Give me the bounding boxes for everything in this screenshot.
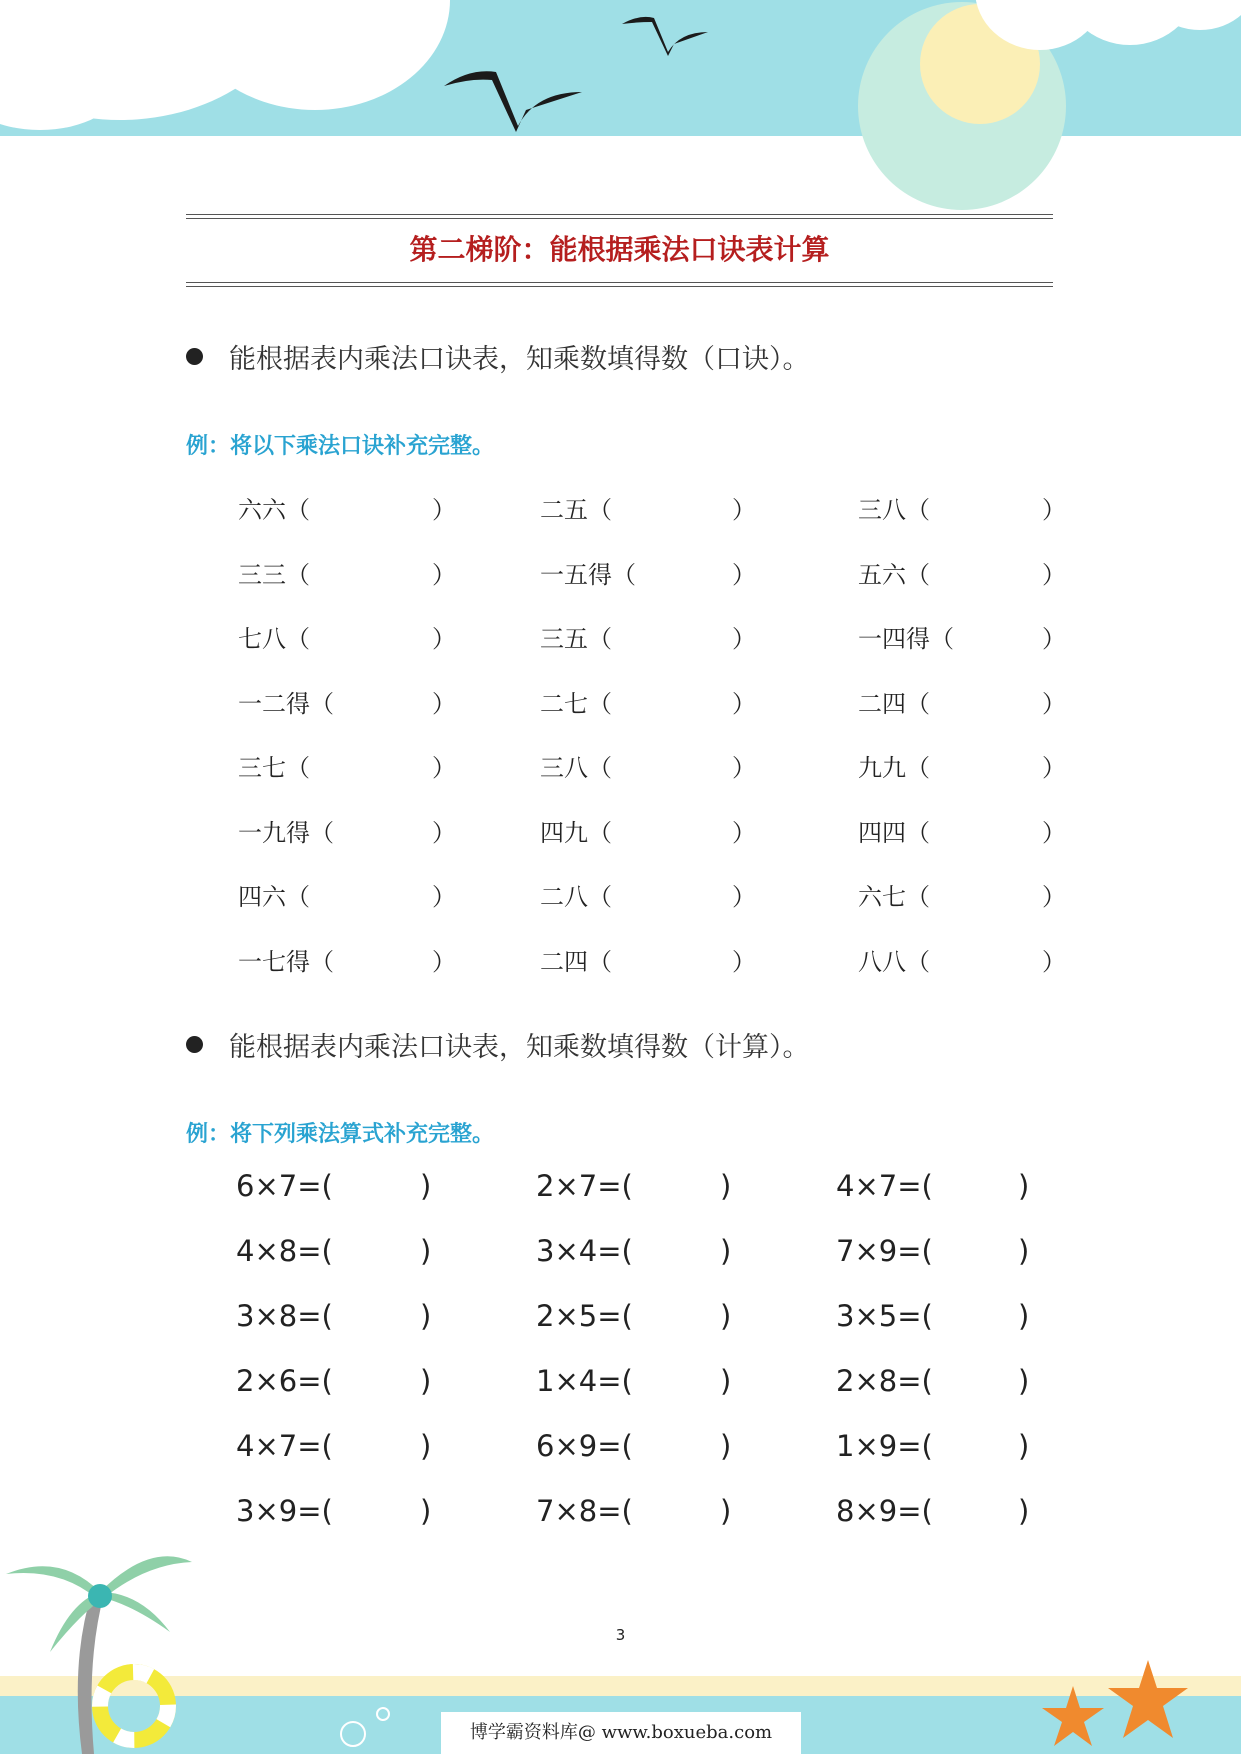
- koujue-item: [238, 557, 456, 593]
- equation-item: [236, 1363, 432, 1399]
- koujue-item: [540, 621, 756, 657]
- equation-prompt: 3×9=(: [236, 1494, 333, 1528]
- koujue-answer-blank[interactable]: ）: [732, 754, 756, 782]
- koujue-item: [858, 750, 1066, 786]
- section1-example: 例：将以下乘法口诀补充完整。: [186, 434, 495, 459]
- equation-answer-blank[interactable]: ): [720, 1234, 732, 1268]
- koujue-prompt: 三八（: [858, 496, 930, 524]
- koujue-answer-blank[interactable]: ）: [732, 947, 756, 976]
- koujue-prompt: 六七（: [858, 883, 930, 911]
- koujue-prompt: 八八（: [858, 947, 930, 976]
- koujue-prompt: 一七得（: [238, 947, 334, 976]
- koujue-prompt: 一四得（: [858, 625, 954, 653]
- koujue-prompt: 四六（: [238, 883, 310, 911]
- koujue-answer-blank[interactable]: ）: [1042, 496, 1066, 524]
- koujue-answer-blank[interactable]: ）: [732, 818, 756, 847]
- equation-answer-blank[interactable]: ): [420, 1234, 432, 1268]
- equation-item: [836, 1168, 1030, 1204]
- bubbles-icon: [335, 1700, 395, 1750]
- koujue-item: [238, 944, 456, 980]
- koujue-item: [238, 750, 456, 786]
- koujue-prompt: 三三（: [238, 560, 310, 589]
- equation-answer-blank[interactable]: ): [420, 1429, 432, 1463]
- koujue-prompt: 七八（: [238, 625, 310, 653]
- equation-prompt: 1×9=(: [836, 1429, 933, 1463]
- koujue-prompt: 一二得（: [238, 689, 334, 718]
- equation-prompt: 3×5=(: [836, 1299, 933, 1333]
- starfish-icon-large: [1106, 1658, 1190, 1742]
- koujue-answer-blank[interactable]: ）: [432, 947, 456, 976]
- koujue-prompt: 二八（: [540, 883, 612, 911]
- koujue-item: [540, 750, 756, 786]
- equation-item: [536, 1428, 732, 1464]
- koujue-answer-blank[interactable]: ）: [432, 496, 456, 524]
- bird-icon-small: [620, 14, 710, 56]
- koujue-item: [540, 944, 756, 980]
- koujue-answer-blank[interactable]: ）: [432, 883, 456, 911]
- koujue-answer-blank[interactable]: ）: [732, 560, 756, 589]
- equation-item: [236, 1493, 432, 1529]
- page-title: 第二梯阶：能根据乘法口诀表计算: [409, 233, 830, 266]
- koujue-item: [540, 879, 756, 915]
- swim-ring-icon: [92, 1664, 176, 1748]
- koujue-answer-blank[interactable]: ）: [1042, 754, 1066, 782]
- koujue-prompt: 四九（: [540, 818, 612, 847]
- koujue-answer-blank[interactable]: ）: [1042, 689, 1066, 718]
- koujue-item: [858, 492, 1066, 528]
- koujue-answer-blank[interactable]: ）: [432, 754, 456, 782]
- koujue-item: [238, 879, 456, 915]
- koujue-answer-blank[interactable]: ）: [432, 625, 456, 653]
- title-rule-bottom-2: [186, 286, 1053, 287]
- koujue-item: [540, 686, 756, 722]
- section1-bullet: [186, 340, 810, 380]
- section1-bullet-text: 能根据表内乘法口诀表，知乘数填得数（口诀）。: [229, 344, 810, 375]
- equation-answer-blank[interactable]: ): [720, 1429, 732, 1463]
- equation-prompt: 4×8=(: [236, 1234, 333, 1268]
- equation-answer-blank[interactable]: ): [1018, 1234, 1030, 1268]
- title-rule-top-2: [186, 218, 1053, 219]
- koujue-prompt: 一五得（: [540, 560, 636, 589]
- equation-answer-blank[interactable]: ): [720, 1299, 732, 1333]
- equation-answer-blank[interactable]: ): [420, 1364, 432, 1398]
- koujue-answer-blank[interactable]: ）: [732, 625, 756, 653]
- equation-answer-blank[interactable]: ): [720, 1494, 732, 1528]
- koujue-prompt: 二七（: [540, 689, 612, 718]
- koujue-answer-blank[interactable]: ）: [1042, 818, 1066, 847]
- equation-prompt: 2×5=(: [536, 1299, 633, 1333]
- koujue-answer-blank[interactable]: ）: [1042, 625, 1066, 653]
- bullet-icon: [186, 1036, 203, 1053]
- equation-answer-blank[interactable]: ): [1018, 1299, 1030, 1333]
- equation-prompt: 7×8=(: [536, 1494, 633, 1528]
- koujue-prompt: 三八（: [540, 754, 612, 782]
- equation-prompt: 4×7=(: [236, 1429, 333, 1463]
- equation-prompt: 2×8=(: [836, 1364, 933, 1398]
- koujue-answer-blank[interactable]: ）: [732, 883, 756, 911]
- equation-prompt: 2×7=(: [536, 1169, 633, 1203]
- equation-item: [236, 1168, 432, 1204]
- equation-item: [836, 1233, 1030, 1269]
- equation-item: [836, 1493, 1030, 1529]
- equation-answer-blank[interactable]: ): [1018, 1169, 1030, 1203]
- koujue-answer-blank[interactable]: ）: [1042, 560, 1066, 589]
- koujue-prompt: 二四（: [540, 947, 612, 976]
- page-number: 3: [615, 1626, 626, 1644]
- koujue-item: [858, 621, 1066, 657]
- section2-bullet: [186, 1028, 810, 1068]
- bullet-icon: [186, 348, 203, 365]
- title-rule-top: [186, 214, 1053, 215]
- equation-answer-blank[interactable]: ): [720, 1364, 732, 1398]
- equation-prompt: 6×9=(: [536, 1429, 633, 1463]
- equation-answer-blank[interactable]: ): [720, 1169, 732, 1203]
- starfish-icon: [1040, 1684, 1106, 1750]
- footer-watermark: 博学霸资料库@ www.boxueba.com: [441, 1712, 801, 1754]
- koujue-prompt: 六六（: [238, 496, 310, 524]
- koujue-item: [238, 815, 456, 851]
- koujue-item: [858, 815, 1066, 851]
- koujue-answer-blank[interactable]: ）: [732, 496, 756, 524]
- koujue-answer-blank[interactable]: ）: [432, 689, 456, 718]
- equation-answer-blank[interactable]: ): [420, 1494, 432, 1528]
- koujue-prompt: 四四（: [858, 818, 930, 847]
- equation-answer-blank[interactable]: ): [1018, 1494, 1030, 1528]
- equation-prompt: 2×6=(: [236, 1364, 333, 1398]
- equation-prompt: 8×9=(: [836, 1494, 933, 1528]
- equation-item: [236, 1298, 432, 1334]
- koujue-answer-blank[interactable]: ）: [432, 818, 456, 847]
- koujue-item: [238, 492, 456, 528]
- koujue-item: [238, 686, 456, 722]
- koujue-answer-blank[interactable]: ）: [432, 560, 456, 589]
- koujue-item: [540, 492, 756, 528]
- equation-prompt: 4×7=(: [836, 1169, 933, 1203]
- koujue-item: [858, 944, 1066, 980]
- koujue-item: [540, 815, 756, 851]
- equation-item: [236, 1233, 432, 1269]
- equation-prompt: 3×8=(: [236, 1299, 333, 1333]
- equation-item: [236, 1428, 432, 1464]
- koujue-item: [858, 879, 1066, 915]
- title-rule-bottom: [186, 282, 1053, 283]
- bird-icon: [440, 62, 590, 132]
- equation-item: [536, 1298, 732, 1334]
- equation-answer-blank[interactable]: ): [1018, 1364, 1030, 1398]
- koujue-item: [858, 557, 1066, 593]
- equation-item: [836, 1298, 1030, 1334]
- koujue-prompt: 二五（: [540, 496, 612, 524]
- koujue-answer-blank[interactable]: ）: [1042, 883, 1066, 911]
- koujue-prompt: 五六（: [858, 560, 930, 589]
- koujue-answer-blank[interactable]: ）: [1042, 947, 1066, 976]
- koujue-prompt: 二四（: [858, 689, 930, 718]
- koujue-item: [238, 621, 456, 657]
- section2-example: 例：将下列乘法算式补充完整。: [186, 1122, 495, 1147]
- equation-item: [536, 1233, 732, 1269]
- koujue-prompt: 三五（: [540, 625, 612, 653]
- koujue-prompt: 三七（: [238, 754, 310, 782]
- equation-item: [836, 1363, 1030, 1399]
- equation-item: [836, 1428, 1030, 1464]
- koujue-answer-blank[interactable]: ）: [732, 689, 756, 718]
- koujue-prompt: 九九（: [858, 754, 930, 782]
- equation-answer-blank[interactable]: ): [1018, 1429, 1030, 1463]
- koujue-item: [858, 686, 1066, 722]
- equation-prompt: 7×9=(: [836, 1234, 933, 1268]
- equation-item: [536, 1363, 732, 1399]
- koujue-item: [540, 557, 756, 593]
- equation-prompt: 6×7=(: [236, 1169, 333, 1203]
- equation-item: [536, 1168, 732, 1204]
- koujue-prompt: 一九得（: [238, 818, 334, 847]
- equation-answer-blank[interactable]: ): [420, 1169, 432, 1203]
- equation-answer-blank[interactable]: ): [420, 1299, 432, 1333]
- section2-bullet-text: 能根据表内乘法口诀表，知乘数填得数（计算）。: [229, 1032, 810, 1063]
- equation-item: [536, 1493, 732, 1529]
- equation-prompt: 3×4=(: [536, 1234, 633, 1268]
- equation-prompt: 1×4=(: [536, 1364, 633, 1398]
